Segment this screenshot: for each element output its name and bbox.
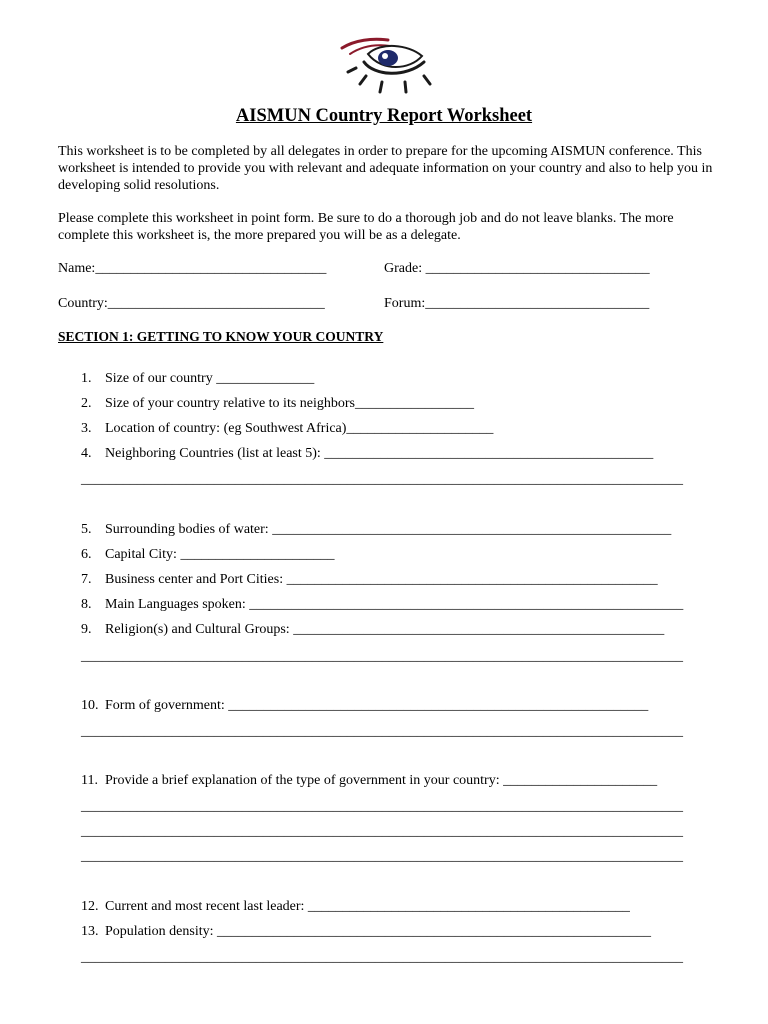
question-6[interactable]	[81, 547, 334, 563]
question-number: 3.	[81, 421, 92, 436]
question-number: 6.	[81, 547, 92, 562]
question-text: Provide a brief explanation of the type of government in your country: ______________________	[105, 773, 658, 788]
question-3[interactable]	[81, 421, 493, 437]
answer-line[interactable]: ______________________________________________________________________________________	[81, 824, 683, 839]
eye-logo-icon	[330, 36, 440, 96]
question-number: 1.	[81, 371, 92, 386]
question-number: 13.	[81, 924, 99, 939]
question-2[interactable]	[81, 396, 474, 412]
answer-line[interactable]: ______________________________________________________________________________________	[81, 724, 683, 739]
question-text: Location of country: (eg Southwest Africa)_____________________	[105, 421, 494, 436]
forum-field[interactable]: Forum:________________________________	[384, 296, 650, 311]
answer-line[interactable]: ______________________________________________________________________________________	[81, 472, 683, 487]
question-7[interactable]	[81, 572, 658, 588]
page-title: AISMUN Country Report Worksheet	[235, 106, 533, 126]
question-1[interactable]	[81, 371, 314, 387]
question-13[interactable]	[81, 924, 651, 940]
answer-line[interactable]: ______________________________________________________________________________________	[81, 950, 683, 965]
question-text: Religion(s) and Cultural Groups: _____________________________________________________	[105, 622, 665, 637]
question-8[interactable]	[81, 597, 683, 613]
question-number: 9.	[81, 622, 92, 637]
question-4[interactable]	[81, 446, 653, 462]
question-number: 11.	[81, 773, 98, 788]
question-text: Surrounding bodies of water: _________________________________________________________	[105, 522, 672, 537]
question-text: Population density: ______________________________________________________________	[105, 924, 651, 939]
country-field[interactable]: Country:_______________________________	[58, 296, 325, 311]
section-1-title: SECTION 1: GETTING TO KNOW YOUR COUNTRY	[58, 329, 384, 344]
intro-paragraph-1: This worksheet is to be completed by all delegates in order to prepare for the upcoming AISMUN conference. This worksheet is intended to provide you with relevant and adequate information on your country and also to help you in developing solid resolutions.	[58, 144, 713, 193]
question-12[interactable]	[81, 899, 630, 915]
name-field[interactable]: Name:_________________________________	[58, 261, 327, 276]
answer-line[interactable]: ______________________________________________________________________________________	[81, 849, 683, 864]
question-11[interactable]	[81, 773, 657, 789]
question-number: 12.	[81, 899, 99, 914]
answer-line[interactable]: ______________________________________________________________________________________	[81, 799, 683, 814]
question-number: 2.	[81, 396, 92, 411]
question-number: 8.	[81, 597, 92, 612]
question-text: Size of our country ______________	[105, 371, 315, 386]
question-9[interactable]	[81, 622, 664, 638]
question-10[interactable]	[81, 698, 648, 714]
question-number: 10.	[81, 698, 99, 713]
question-number: 5.	[81, 522, 92, 537]
intro-paragraph-2: Please complete this worksheet in point form. Be sure to do a thorough job and do not leave blanks. The more complete this worksheet is, the more prepared you will be as a delegate.	[58, 211, 674, 243]
question-text: Business center and Port Cities: _____________________________________________________	[105, 572, 658, 587]
question-number: 4.	[81, 446, 92, 461]
question-text: Form of government: ____________________________________________________________	[105, 698, 649, 713]
question-number: 7.	[81, 572, 92, 587]
question-text: Size of your country relative to its neighbors_________________	[105, 396, 474, 411]
grade-field[interactable]: Grade: ________________________________	[384, 261, 650, 276]
answer-line[interactable]: ______________________________________________________________________________________	[81, 649, 683, 664]
question-text: Main Languages spoken: ______________________________________________________________	[105, 597, 684, 612]
question-text: Neighboring Countries (list at least 5): _______________________________________________	[105, 446, 654, 461]
question-5[interactable]	[81, 522, 671, 538]
question-text: Capital City: ______________________	[105, 547, 335, 562]
question-text: Current and most recent last leader: ______________________________________________	[105, 899, 630, 914]
